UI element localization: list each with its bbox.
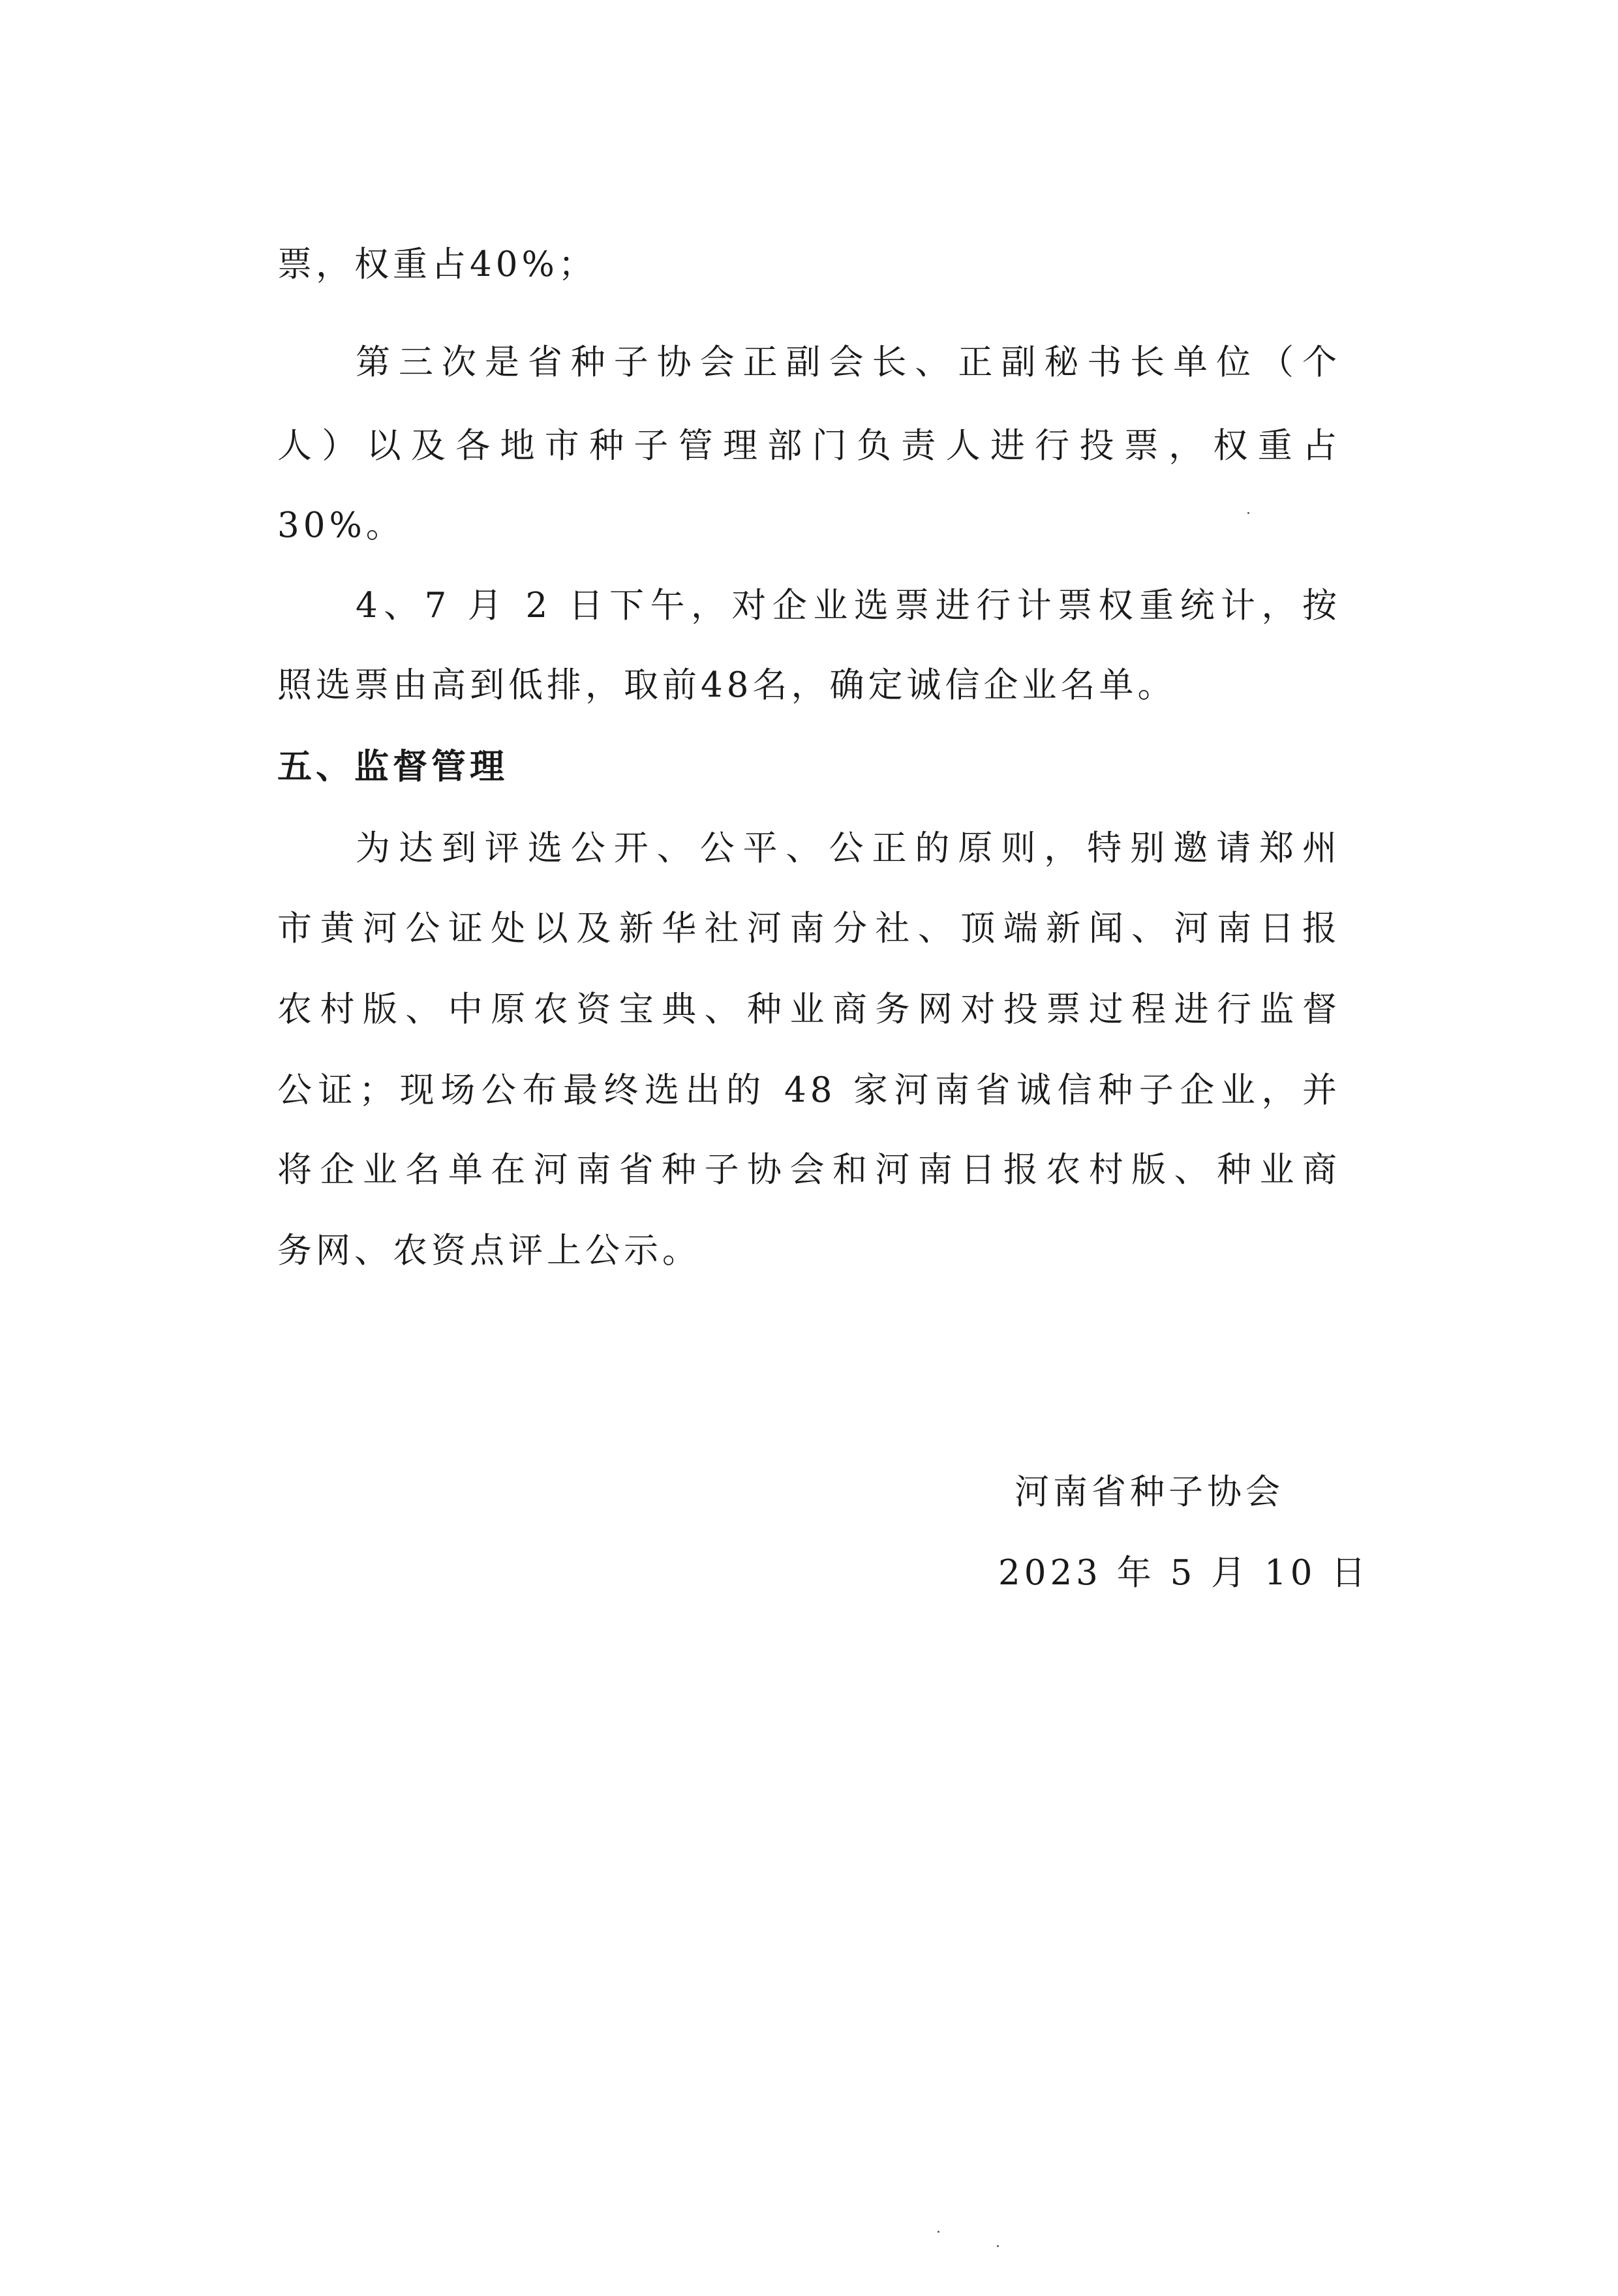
scan-speck xyxy=(997,2245,999,2247)
section-heading: 五、监督管理 xyxy=(277,747,508,787)
paragraph-line: 人）以及各地市种子管理部门负责人进行投票，权重占 xyxy=(277,426,1341,466)
paragraph-line: 公证；现场公布最终选出的 48 家河南省诚信种子企业，并 xyxy=(277,1070,1341,1110)
paragraph-line: 第三次是省种子协会正副会长、正副秘书长单位（个 xyxy=(356,342,1341,382)
scan-speck xyxy=(1247,512,1249,514)
paragraph-line: 4、7 月 2 日下午，对企业选票进行计票权重统计，按 xyxy=(356,586,1341,626)
paragraph-line: 农村版、中原农资宝典、种业商务网对投票过程进行监督 xyxy=(277,989,1341,1029)
paragraph-line: 为达到评选公开、公平、公正的原则，特别邀请郑州 xyxy=(356,828,1341,868)
scan-speck xyxy=(938,2231,939,2233)
paragraph-line: 务网、农资点评上公示。 xyxy=(277,1231,701,1271)
paragraph-line: 30%。 xyxy=(277,506,404,545)
paragraph-line: 票，权重占40%； xyxy=(277,245,597,284)
paragraph-line: 市黄河公证处以及新华社河南分社、顶端新闻、河南日报 xyxy=(277,909,1341,948)
signature-date: 2023 年 5 月 10 日 xyxy=(998,1553,1370,1593)
paragraph-line: 将企业名单在河南省种子协会和河南日报农村版、种业商 xyxy=(277,1150,1341,1190)
paragraph-line: 照选票由高到低排，取前48名，确定诚信企业名单。 xyxy=(277,665,1176,705)
signature-organization: 河南省种子协会 xyxy=(1015,1472,1284,1512)
